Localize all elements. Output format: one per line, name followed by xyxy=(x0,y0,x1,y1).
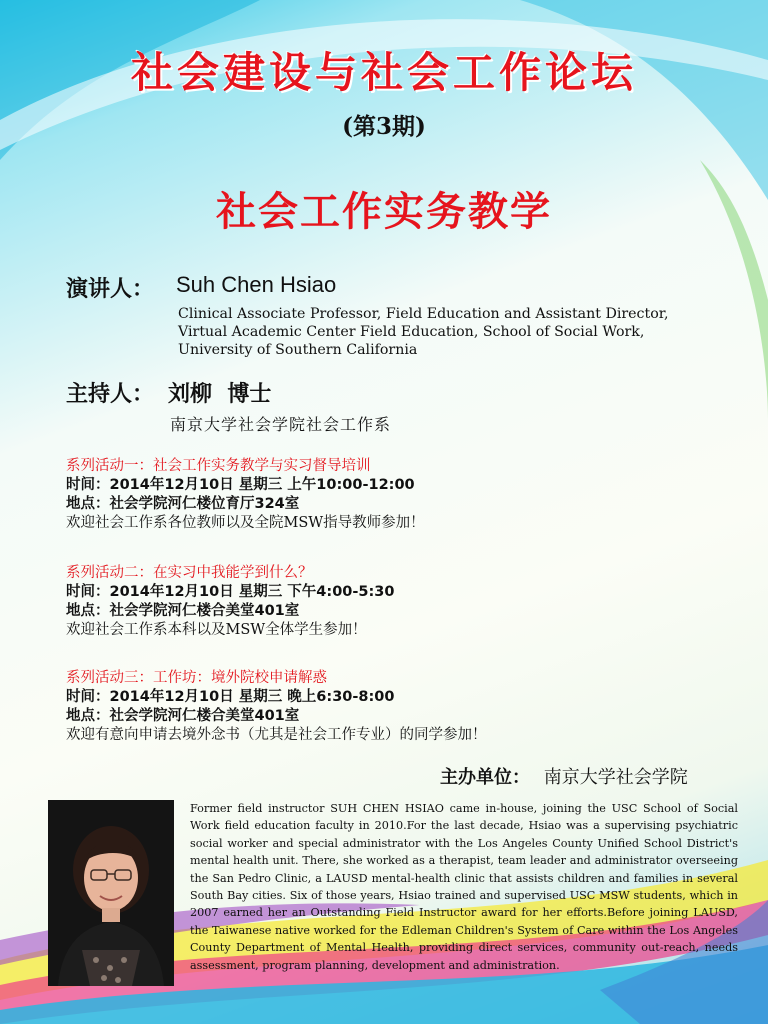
host-label: 主持人： xyxy=(66,382,155,407)
event-place: 地点：社会学院河仁楼合美堂401室 xyxy=(66,603,300,619)
event-note: 欢迎有意向申请去境外念书（尤其是社会工作专业）的同学参加！ xyxy=(66,727,487,743)
event-note: 欢迎社会工作系本科以及MSW全体学生参加！ xyxy=(66,622,367,638)
speaker-affiliation-line: Virtual Academic Center Field Education, School of Social Work, xyxy=(178,324,645,340)
portrait-neck xyxy=(102,908,120,922)
event-title: 系列活动三：工作坊：境外院校申请解惑 xyxy=(66,670,327,686)
event-time: 时间：2014年12月10日 星期三 晚上6:30-8:00 xyxy=(66,689,395,705)
speaker-affiliation xyxy=(178,305,668,359)
speaker-photo xyxy=(48,800,174,986)
issue-number: (第3期) xyxy=(342,113,426,140)
forum-title: 社会建设与社会工作论坛 xyxy=(130,48,637,97)
event-place: 地点：社会学院河仁楼合美堂401室 xyxy=(66,708,300,724)
organizer-name: 南京大学社会学院 xyxy=(543,767,688,788)
event-place: 地点：社会学院河仁楼位育厅324室 xyxy=(66,496,300,512)
portrait-pattern-dot xyxy=(107,965,113,971)
portrait-pattern-dot xyxy=(101,975,107,981)
host-name: 刘柳 博士 xyxy=(168,382,272,407)
portrait-pattern-dot xyxy=(93,957,99,963)
event-2 xyxy=(66,564,394,640)
organizer xyxy=(440,763,688,789)
portrait-pattern-dot xyxy=(121,957,127,963)
speaker-label: 演讲人： xyxy=(66,277,155,302)
speaker-affiliation-line: University of Southern California xyxy=(178,342,418,358)
speaker-name: Suh Chen Hsiao xyxy=(176,272,337,297)
event-time: 时间：2014年12月10日 星期三 下午4:00-5:30 xyxy=(66,584,395,600)
event-time: 时间：2014年12月10日 星期三 上午10:00-12:00 xyxy=(66,477,415,493)
portrait-pattern-dot xyxy=(115,977,121,983)
event-note: 欢迎社会工作系各位教师以及全院MSW指导教师参加！ xyxy=(66,515,425,531)
host-affiliation: 南京大学社会学院社会工作系 xyxy=(170,415,392,434)
event-title: 系列活动一：社会工作实务教学与实习督导培训 xyxy=(66,458,371,474)
speaker-affiliation-line: Clinical Associate Professor, Field Education and Assistant Director, xyxy=(178,306,669,322)
speaker-portrait-image xyxy=(48,800,174,986)
organizer-label: 主办单位： xyxy=(440,767,530,788)
event-1 xyxy=(66,457,425,533)
event-title: 系列活动二：在实习中我能学到什么？ xyxy=(66,565,313,581)
event-3 xyxy=(66,669,487,745)
speaker-bio: Former field instructor SUH CHEN HSIAO came in-house, joining the USC School of Social Work field education faculty in 2010.For the last decade, Hsiao was a supervising psychiatric social worker and special administrator with the Los Angeles County Unified School District's mental health unit. There, she worked as a therapist, team leader and administrator overseeing the San Pedro Clinic, a LAUSD mental-health clinic that assists children and families in several South Bay cities. Six of those years, Hsiao trained and supervised USC MSW students, which in 2007 earned her an Outstanding Field Instructor award for her efforts.Before joining LAUSD, the Taiwanese native worked for the Edleman Children's System of Care within the Los Angeles County Department of Mental Health, providing direct services, community out-reach, needs assessment, program planning, development and administration. xyxy=(190,802,738,972)
topic-title: 社会工作实务教学 xyxy=(216,189,552,235)
